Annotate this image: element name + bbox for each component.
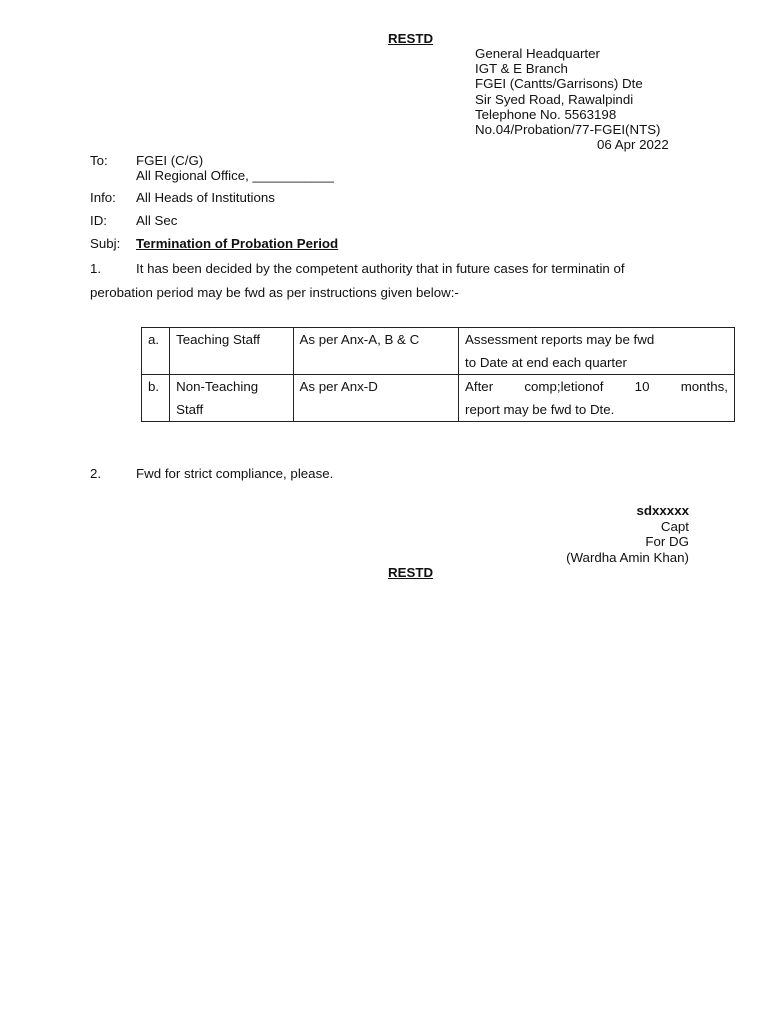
subject-label: Subj: [90,236,121,251]
row-reference: As per Anx-D [293,375,459,422]
category-line: Non-Teaching [176,379,259,394]
para1-line2: perobation period may be fwd as per instructions given below:- [90,285,459,300]
para1-number: 1. [90,261,102,276]
hq-address-block [475,46,715,152]
info-value: All Heads of Institutions [136,190,275,205]
table-row [142,375,735,422]
letter-date: 06 Apr 2022 [597,137,669,153]
subject-value: Termination of Probation Period [136,236,339,251]
instructions-table [141,327,735,422]
category-line: Staff [176,402,204,417]
id-label: ID: [90,213,107,228]
to-label: To: [90,153,108,168]
address-line: Sir Syed Road, Rawalpindi [475,91,634,107]
row-category [170,328,293,375]
category-line: Teaching Staff [176,332,261,347]
para2-text: Fwd for strict compliance, please. [136,466,334,481]
classification-bottom: RESTD [388,565,434,580]
signatory-rank: Capt [660,518,689,534]
address-line: FGEI (Cantts/Garrisons) Dte [475,76,643,92]
row-category [170,375,293,422]
instruction-line: After comp;letionof 10 months, [465,379,728,394]
row-serial: a. [142,328,170,375]
row-serial: b. [142,375,170,422]
row-instruction [459,328,735,375]
signature: sdxxxxx [636,503,689,518]
to-line-1: FGEI (C/G) [136,153,204,168]
table-row [142,328,735,375]
signatory-for: For DG [645,534,689,549]
to-line-2: All Regional Office, ___________ [136,168,334,183]
reference-number: No.04/Probation/77-FGEI(NTS) [475,121,661,137]
para2-number: 2. [90,466,102,481]
para1-line1: It has been decided by the competent authority that in future cases for terminatin of [136,261,625,276]
info-label: Info: [90,190,116,205]
address-line: Telephone No. 5563198 [475,106,617,122]
classification-top: RESTD [388,31,434,46]
signatory-name: (Wardha Amin Khan) [566,549,689,565]
instruction-line: Assessment reports may be fwd [465,332,655,347]
signature-block [566,503,689,565]
address-line: General Headquarter [475,46,600,61]
row-instruction [459,375,735,422]
row-reference: As per Anx-A, B & C [293,328,459,375]
address-line: IGT & E Branch [475,61,568,77]
instruction-line: to Date at end each quarter [465,355,627,370]
id-value: All Sec [136,213,178,228]
instruction-line: report may be fwd to Dte. [465,402,615,417]
